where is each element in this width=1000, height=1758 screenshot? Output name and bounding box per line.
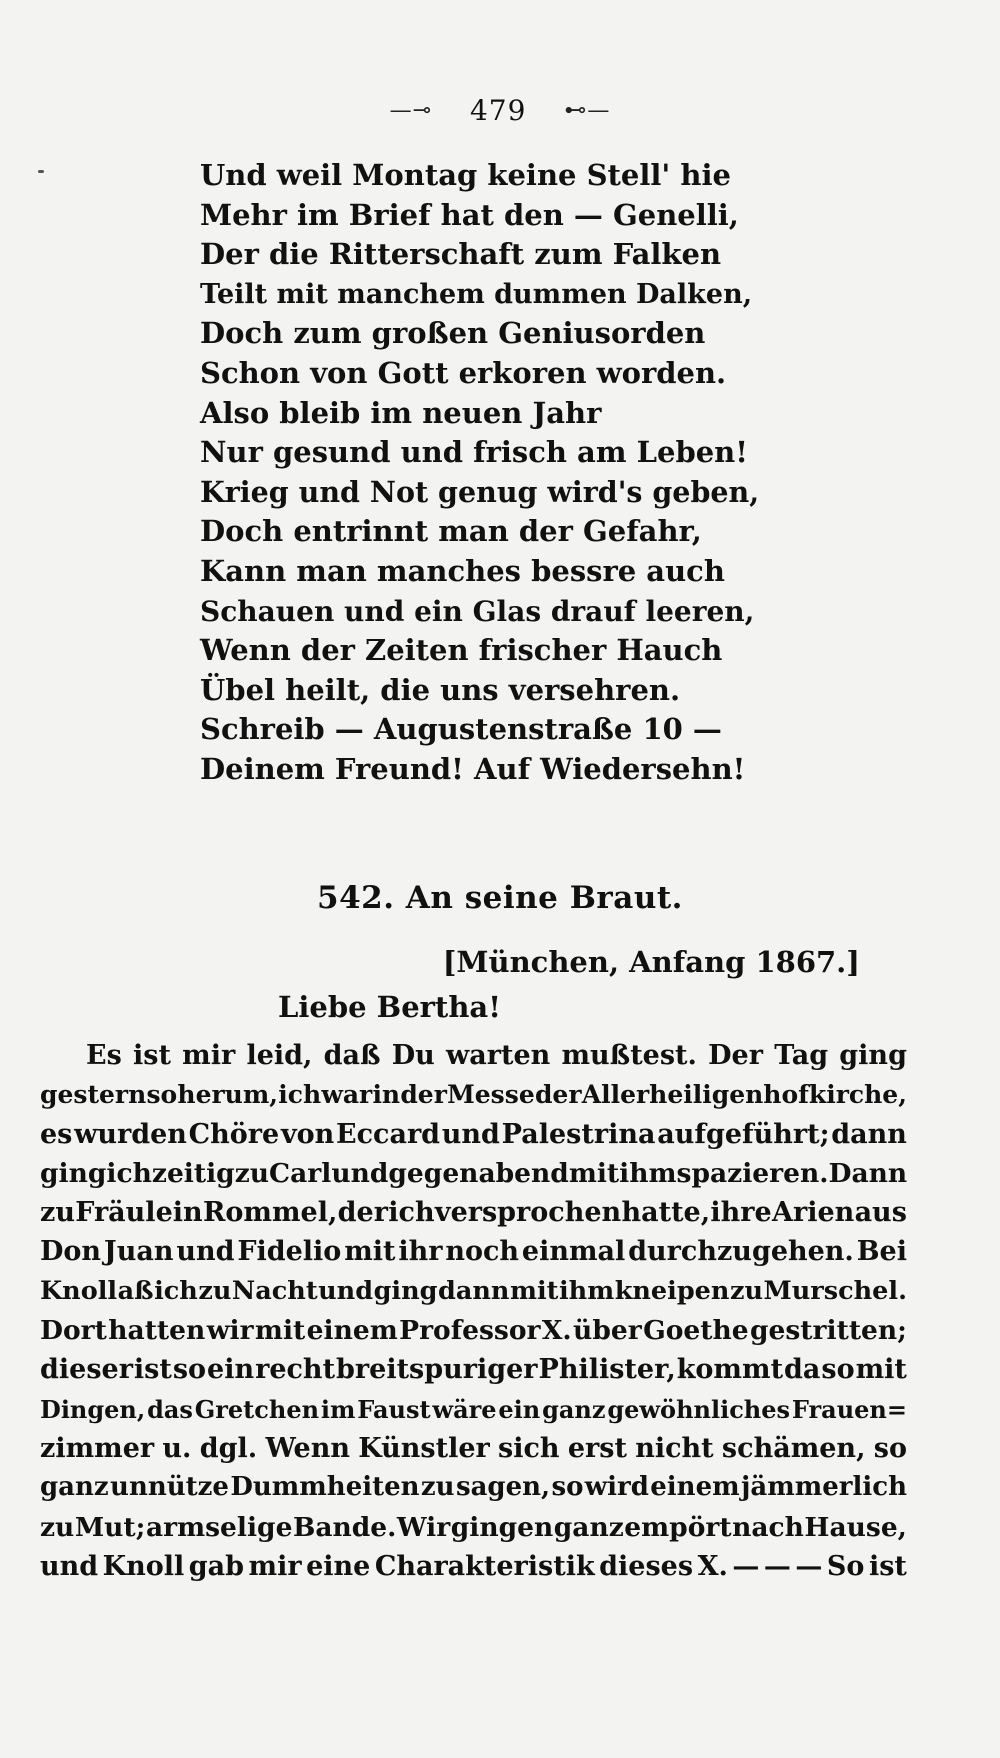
word: einem bbox=[306, 1315, 398, 1347]
word: zu bbox=[729, 1275, 763, 1306]
word: Der bbox=[708, 1040, 763, 1071]
word: zeitig bbox=[151, 1157, 235, 1189]
word: und bbox=[40, 1550, 99, 1582]
letter-line bbox=[40, 1154, 907, 1193]
word: ist bbox=[133, 1354, 172, 1386]
word: Tag bbox=[774, 1040, 829, 1071]
word: u. bbox=[162, 1432, 192, 1464]
word: ist bbox=[868, 1550, 907, 1582]
word: mir bbox=[182, 1040, 236, 1071]
word: mit bbox=[509, 1275, 559, 1306]
word: ich bbox=[106, 1157, 152, 1189]
poem-line: Schon von Gott erkoren worden. bbox=[200, 355, 727, 390]
word: kommt bbox=[676, 1354, 784, 1386]
word: X. bbox=[541, 1315, 572, 1347]
word: da bbox=[784, 1354, 821, 1386]
word: Wenn bbox=[265, 1432, 350, 1464]
letter-line bbox=[40, 1429, 907, 1468]
word: Juan bbox=[103, 1236, 174, 1268]
word: zu bbox=[40, 1197, 75, 1229]
left-ornament-icon: —⊸ bbox=[389, 98, 433, 123]
word: wir bbox=[206, 1315, 254, 1347]
word: dgl. bbox=[199, 1432, 258, 1464]
word: und bbox=[441, 1118, 500, 1150]
poem-line: Deinem Freund! Auf Wiedersehn! bbox=[200, 751, 746, 786]
word: wird bbox=[584, 1472, 649, 1503]
word: war bbox=[321, 1080, 373, 1110]
word: daß bbox=[323, 1040, 381, 1071]
word: Fräulein bbox=[75, 1197, 203, 1229]
word: — bbox=[763, 1550, 791, 1582]
word: ich bbox=[388, 1197, 435, 1229]
word: hatten bbox=[108, 1315, 206, 1347]
word: leid, bbox=[246, 1040, 313, 1071]
word: nicht bbox=[635, 1432, 714, 1464]
letter-line bbox=[40, 1547, 907, 1586]
word: über bbox=[573, 1315, 642, 1347]
word: Knoll bbox=[40, 1275, 118, 1306]
dateline: [München, Anfang 1867.] bbox=[442, 945, 860, 979]
letter-line bbox=[40, 1508, 907, 1547]
word: Philister, bbox=[538, 1354, 676, 1386]
word: Dort bbox=[40, 1315, 107, 1347]
word: Es bbox=[86, 1040, 122, 1071]
word: der bbox=[337, 1197, 388, 1229]
word: Palestrina bbox=[501, 1118, 656, 1150]
page-number: 479 bbox=[469, 94, 527, 127]
word: dann bbox=[831, 1118, 907, 1150]
word: und bbox=[331, 1157, 389, 1189]
poem-line: Schauen und ein Glas drauf leeren, bbox=[200, 594, 755, 628]
letter-line bbox=[40, 1272, 907, 1311]
poem-line: Also bleib im neuen Jahr bbox=[200, 395, 602, 430]
word: gestritten; bbox=[750, 1315, 907, 1347]
word: mit bbox=[344, 1236, 396, 1268]
word: einem bbox=[650, 1472, 740, 1503]
word: Chöre bbox=[188, 1118, 280, 1150]
word: noch bbox=[445, 1236, 520, 1268]
word: So bbox=[826, 1550, 865, 1582]
section-title: 542. An seine Braut. bbox=[317, 880, 683, 916]
word: jämmerlich bbox=[740, 1472, 907, 1503]
poem-line: Krieg und Not genug wird's geben, bbox=[200, 474, 760, 509]
word: so bbox=[821, 1354, 855, 1386]
right-ornament-icon: ⊷— bbox=[564, 98, 611, 123]
word: schämen, bbox=[721, 1432, 866, 1464]
word: mit bbox=[568, 1157, 620, 1189]
word: Arien bbox=[772, 1197, 855, 1229]
word: ging bbox=[40, 1157, 107, 1189]
word: durchzugehen. bbox=[628, 1236, 854, 1268]
poem-line: Doch zum großen Geniusorden bbox=[200, 316, 706, 351]
word: ganz bbox=[40, 1472, 109, 1503]
word: Rommel, bbox=[202, 1197, 338, 1229]
poem-line: Übel heilt, die uns versehren. bbox=[200, 672, 681, 707]
word: von bbox=[280, 1118, 335, 1150]
word: gingen bbox=[450, 1511, 554, 1543]
word: nach bbox=[732, 1511, 804, 1543]
word: es bbox=[40, 1118, 73, 1150]
word: Goethe bbox=[643, 1315, 749, 1347]
word: Nacht bbox=[231, 1275, 318, 1306]
word: recht bbox=[255, 1354, 336, 1386]
poem-line: Mehr im Brief hat den — Genelli, bbox=[200, 197, 739, 232]
word: Wir bbox=[396, 1511, 451, 1543]
word: zimmer bbox=[40, 1432, 155, 1464]
word: und bbox=[318, 1275, 374, 1306]
poem-line: Schreib — Augustenstraße 10 — bbox=[200, 712, 722, 747]
word: so bbox=[551, 1472, 584, 1503]
word: herum, bbox=[177, 1080, 279, 1110]
word: mit bbox=[254, 1315, 306, 1347]
poem-line: Und weil Montag keine Stell' hie bbox=[200, 158, 731, 192]
word: ihre bbox=[710, 1197, 772, 1229]
word: Fidelio bbox=[237, 1236, 342, 1268]
poem-line: Doch entrinnt man der Gefahr, bbox=[200, 514, 702, 549]
word: so bbox=[172, 1354, 207, 1386]
word: Künstler bbox=[358, 1432, 490, 1464]
word: Faust bbox=[357, 1394, 431, 1424]
word: ein bbox=[207, 1354, 255, 1386]
word: — bbox=[732, 1550, 760, 1582]
word: unnütze bbox=[110, 1472, 229, 1503]
poem-line: Kann man manches bessre auch bbox=[200, 553, 725, 588]
letter-line bbox=[40, 1390, 907, 1429]
word: warten bbox=[446, 1040, 551, 1071]
word: ging bbox=[839, 1040, 907, 1071]
word: zu bbox=[198, 1275, 232, 1306]
letter-line bbox=[40, 1115, 907, 1154]
word: so bbox=[873, 1432, 907, 1464]
word: Eccard bbox=[336, 1118, 441, 1150]
word: mußtest. bbox=[561, 1040, 697, 1071]
poem-line: Nur gesund und frisch am Leben! bbox=[200, 435, 748, 470]
word: ihr bbox=[398, 1236, 443, 1268]
word: das bbox=[147, 1394, 193, 1424]
word: armselige bbox=[145, 1511, 293, 1543]
word: Allerheiligenhofkirche, bbox=[581, 1080, 907, 1110]
word: Mut; bbox=[74, 1511, 146, 1543]
poem-stanza bbox=[200, 156, 760, 790]
word: Messe bbox=[447, 1080, 535, 1110]
word: Knoll bbox=[102, 1550, 185, 1582]
word: wurden bbox=[74, 1118, 187, 1150]
word: hatte, bbox=[621, 1197, 711, 1229]
word: gegen bbox=[388, 1157, 479, 1189]
word: mit bbox=[855, 1354, 907, 1386]
letter-line bbox=[40, 1193, 907, 1232]
word: — bbox=[795, 1550, 823, 1582]
word: spazieren. bbox=[676, 1157, 829, 1189]
letter-line bbox=[40, 1311, 907, 1350]
word: der bbox=[400, 1080, 447, 1110]
word: Murschel. bbox=[763, 1275, 907, 1306]
word: Gretchen bbox=[194, 1394, 320, 1424]
word: einmal bbox=[521, 1236, 626, 1268]
word: ihm bbox=[558, 1275, 615, 1306]
word: Don bbox=[40, 1236, 102, 1268]
word: eine bbox=[306, 1550, 371, 1582]
word: aus bbox=[854, 1197, 907, 1229]
word: so bbox=[146, 1080, 178, 1110]
word: sich bbox=[498, 1432, 560, 1464]
word: ganz bbox=[542, 1394, 606, 1424]
word: Du bbox=[391, 1040, 435, 1071]
word: und bbox=[176, 1236, 235, 1268]
word: Bande. bbox=[292, 1511, 397, 1543]
word: dieses bbox=[599, 1550, 694, 1582]
word: gestern bbox=[40, 1080, 147, 1110]
word: im bbox=[320, 1394, 356, 1424]
word: breitspuriger bbox=[336, 1354, 538, 1386]
word: Professor bbox=[399, 1315, 541, 1347]
word: versprochen bbox=[434, 1197, 622, 1229]
word: zu bbox=[40, 1511, 75, 1543]
word: ist bbox=[133, 1040, 171, 1071]
word: gab bbox=[188, 1550, 245, 1582]
letter-line bbox=[40, 1232, 907, 1271]
word: abend bbox=[478, 1157, 569, 1189]
word: kneipen bbox=[614, 1275, 730, 1306]
word: aß bbox=[117, 1275, 154, 1306]
word: der bbox=[534, 1080, 582, 1110]
word: X. bbox=[697, 1550, 728, 1582]
letter-line bbox=[40, 1075, 907, 1114]
word: Dingen, bbox=[40, 1394, 146, 1424]
word: ihm bbox=[619, 1157, 677, 1189]
letter-line bbox=[40, 1350, 907, 1389]
word: Charakteristik bbox=[374, 1550, 595, 1582]
poem-line: Der die Ritterschaft zum Falken bbox=[200, 237, 722, 272]
poem-line: Teilt mit manchem dummen Dalken, bbox=[200, 278, 753, 310]
word: Dummheiten bbox=[230, 1472, 420, 1503]
word: aufgeführt; bbox=[657, 1118, 830, 1150]
salutation: Liebe Bertha! bbox=[278, 990, 501, 1024]
print-speck bbox=[38, 170, 44, 173]
word: zu bbox=[420, 1472, 455, 1503]
poem-line: Wenn der Zeiten frischer Hauch bbox=[200, 633, 723, 668]
word: empört bbox=[624, 1511, 732, 1543]
word: Hause, bbox=[804, 1511, 907, 1543]
word: erst bbox=[567, 1432, 627, 1464]
word: mir bbox=[248, 1550, 302, 1582]
word: Bei bbox=[856, 1236, 907, 1268]
word: ein bbox=[498, 1394, 541, 1424]
word: dieser bbox=[40, 1354, 133, 1386]
word: wäre bbox=[432, 1394, 497, 1424]
word: Carl bbox=[269, 1157, 332, 1189]
word: ich bbox=[278, 1080, 322, 1110]
word: gewöhnliches bbox=[607, 1394, 791, 1424]
word: sagen, bbox=[455, 1472, 551, 1503]
word: Frauen= bbox=[791, 1394, 907, 1424]
word: ganz bbox=[553, 1511, 624, 1543]
letter-body bbox=[40, 1036, 907, 1586]
word: dann bbox=[438, 1275, 510, 1306]
letter-line bbox=[40, 1036, 907, 1075]
word: ging bbox=[373, 1275, 438, 1306]
letter-line bbox=[40, 1468, 907, 1507]
word: zu bbox=[234, 1157, 270, 1189]
page-header bbox=[0, 92, 1000, 127]
word: Dann bbox=[828, 1157, 908, 1189]
word: ich bbox=[154, 1275, 198, 1306]
word: in bbox=[372, 1080, 401, 1110]
